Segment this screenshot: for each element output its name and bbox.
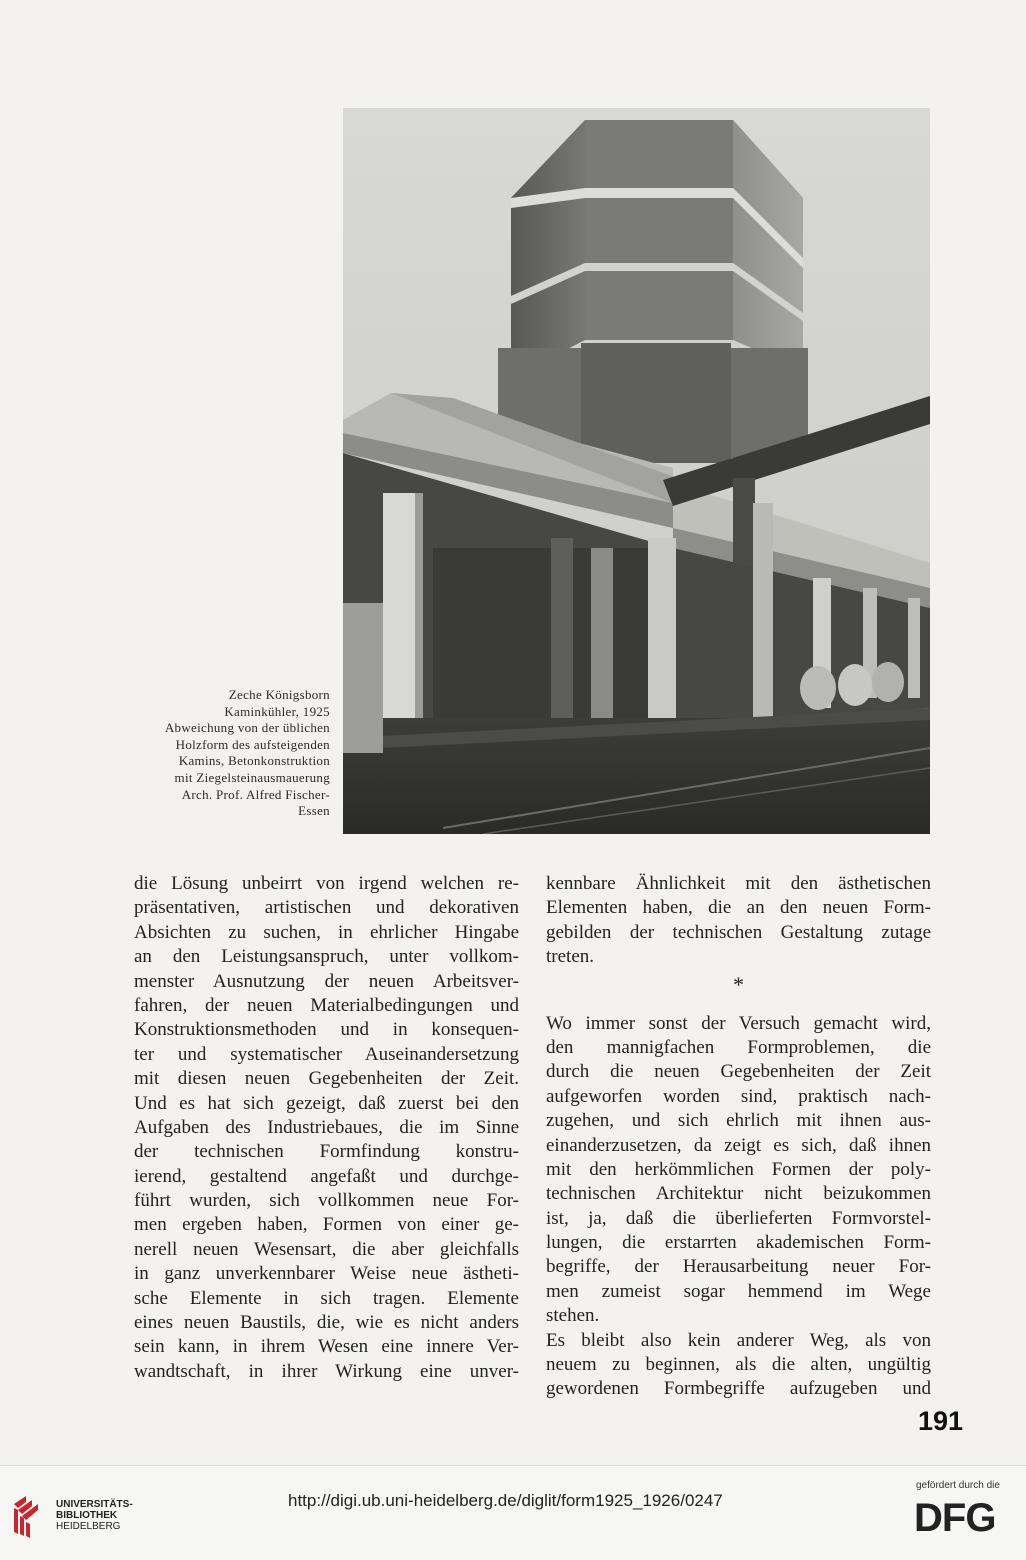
text-line: der technischen Formfindung konstru- [134,1141,519,1163]
text-line: fahren, der neuen Materialbedingungen und [134,994,519,1016]
text-line: eines neuen Baustils, die, wie es nicht anders [134,1312,519,1334]
photo-illustration [343,108,930,834]
text-line: ist, ja, daß die überlieferten Formvorstel- [546,1207,931,1229]
left-text-column [134,872,519,1384]
library-line: HEIDELBERG [56,1521,121,1532]
text-line: Elementen haben, die an den neuen Form- [546,897,931,919]
text-line: stehen. [546,1305,600,1327]
cooling-tower-photo [343,108,930,834]
text-line: Und es hat sich gezeigt, daß zuerst bei den [134,1092,519,1114]
library-name [56,1499,133,1532]
caption-line: Arch. Prof. Alfred Fischer- [181,786,330,802]
dfg-logo: DFG [914,1496,996,1540]
text-line: mit den herkömmlichen Formen der poly- [546,1158,931,1180]
digitization-footer [0,1465,1026,1560]
paragraph-gap [546,998,931,1012]
page-number: 191 [918,1406,964,1436]
text-line: men ergeben haben, Formen von einer ge- [134,1214,519,1236]
text-line: die Lösung unbeirrt von irgend welchen re- [134,873,519,894]
funding-label: gefördert durch die [916,1480,1000,1491]
figure-caption [120,687,330,820]
text-line: durch die neuen Gegebenheiten der Zeit [546,1061,931,1083]
text-line: Wo immer sonst der Versuch gemacht wird, [546,1012,931,1034]
text-line: sche Elemente in sich tragen. Elemente [134,1287,519,1309]
section-separator: * [733,971,744,997]
text-line: Absichten zu suchen, in ehrlicher Hingabe [134,921,519,943]
text-line: Es bleibt also kein anderer Weg, als von [546,1329,931,1351]
caption-line: Zeche Königsborn [228,687,330,702]
library-logo-icon [10,1494,50,1538]
text-line: neuem zu beginnen, als die alten, ungültig [546,1354,931,1376]
text-line: in ganz unverkennbarer Weise neue ästheti- [134,1263,519,1285]
caption-line: Abweichung von der üblichen [164,720,330,736]
text-line: Aufgaben des Industriebaues, die im Sinne [134,1116,519,1138]
text-line: präsentativen, artistischen und dekorativen [134,897,519,919]
text-line: menster Ausnutzung der neuen Arbeitsver- [134,970,519,992]
text-line: ter und systematischer Auseinandersetzung [134,1043,519,1065]
library-line: UNIVERSITÄTS- [56,1499,133,1510]
library-line: BIBLIOTHEK [56,1510,118,1521]
caption-line: Holzform des aufsteigenden [175,736,330,752]
text-line: men zumeist sogar hemmend im Wege [546,1280,931,1302]
text-line: zugehen, und sich ehrlich mit ihnen aus- [546,1110,931,1132]
text-line: Konstruktionsmethoden und in konsequen- [134,1019,519,1041]
caption-line: Essen [298,803,330,819]
text-line: technischen Architektur nicht beizukommen [546,1183,931,1205]
text-line: begriffe, der Herausarbeitung neuer For- [546,1256,931,1278]
text-line: sein kann, in ihrem Wesen eine innere Ver- [134,1336,519,1358]
text-line: gebilden der technischen Gestaltung zutage [546,921,931,943]
text-line: führt wurden, sich vollkommen neue For- [134,1190,519,1212]
right-text-column [546,872,931,1402]
text-line: einanderzusetzen, da zeigt es sich, daß ihnen [546,1134,931,1156]
text-line: ierend, gestaltend angefaßt und durchge- [134,1165,519,1187]
text-line: lungen, die erstarrten akademischen Form- [546,1232,931,1254]
caption-line: mit Ziegelsteinausmauerung [174,769,330,785]
text-line: aufgeworfen worden sind, praktisch nach- [546,1085,931,1107]
text-line: mit diesen neuen Gegebenheiten der Zeit. [134,1068,519,1090]
text-line: gewordenen Formbegriffe aufzugeben und [546,1378,931,1400]
text-line: kennbare Ähnlichkeit mit den ästhetischen [546,873,931,894]
text-line: treten. [546,946,595,968]
text-line: den mannigfachen Formproblemen, die [546,1036,931,1058]
permalink-url[interactable]: http://digi.ub.uni-heidelberg.de/diglit/form1925_1926/0247 [288,1491,723,1510]
text-line: nerell neuen Wesensart, die aber gleichfalls [134,1238,519,1260]
text-line: an den Leistungsanspruch, unter vollkom- [134,946,519,968]
caption-line: Kaminkühler, 1925 [224,703,330,719]
text-line: wandtschaft, in ihrer Wirkung eine unver- [134,1360,519,1382]
caption-line: Kamins, Betonkonstruktion [178,753,330,769]
